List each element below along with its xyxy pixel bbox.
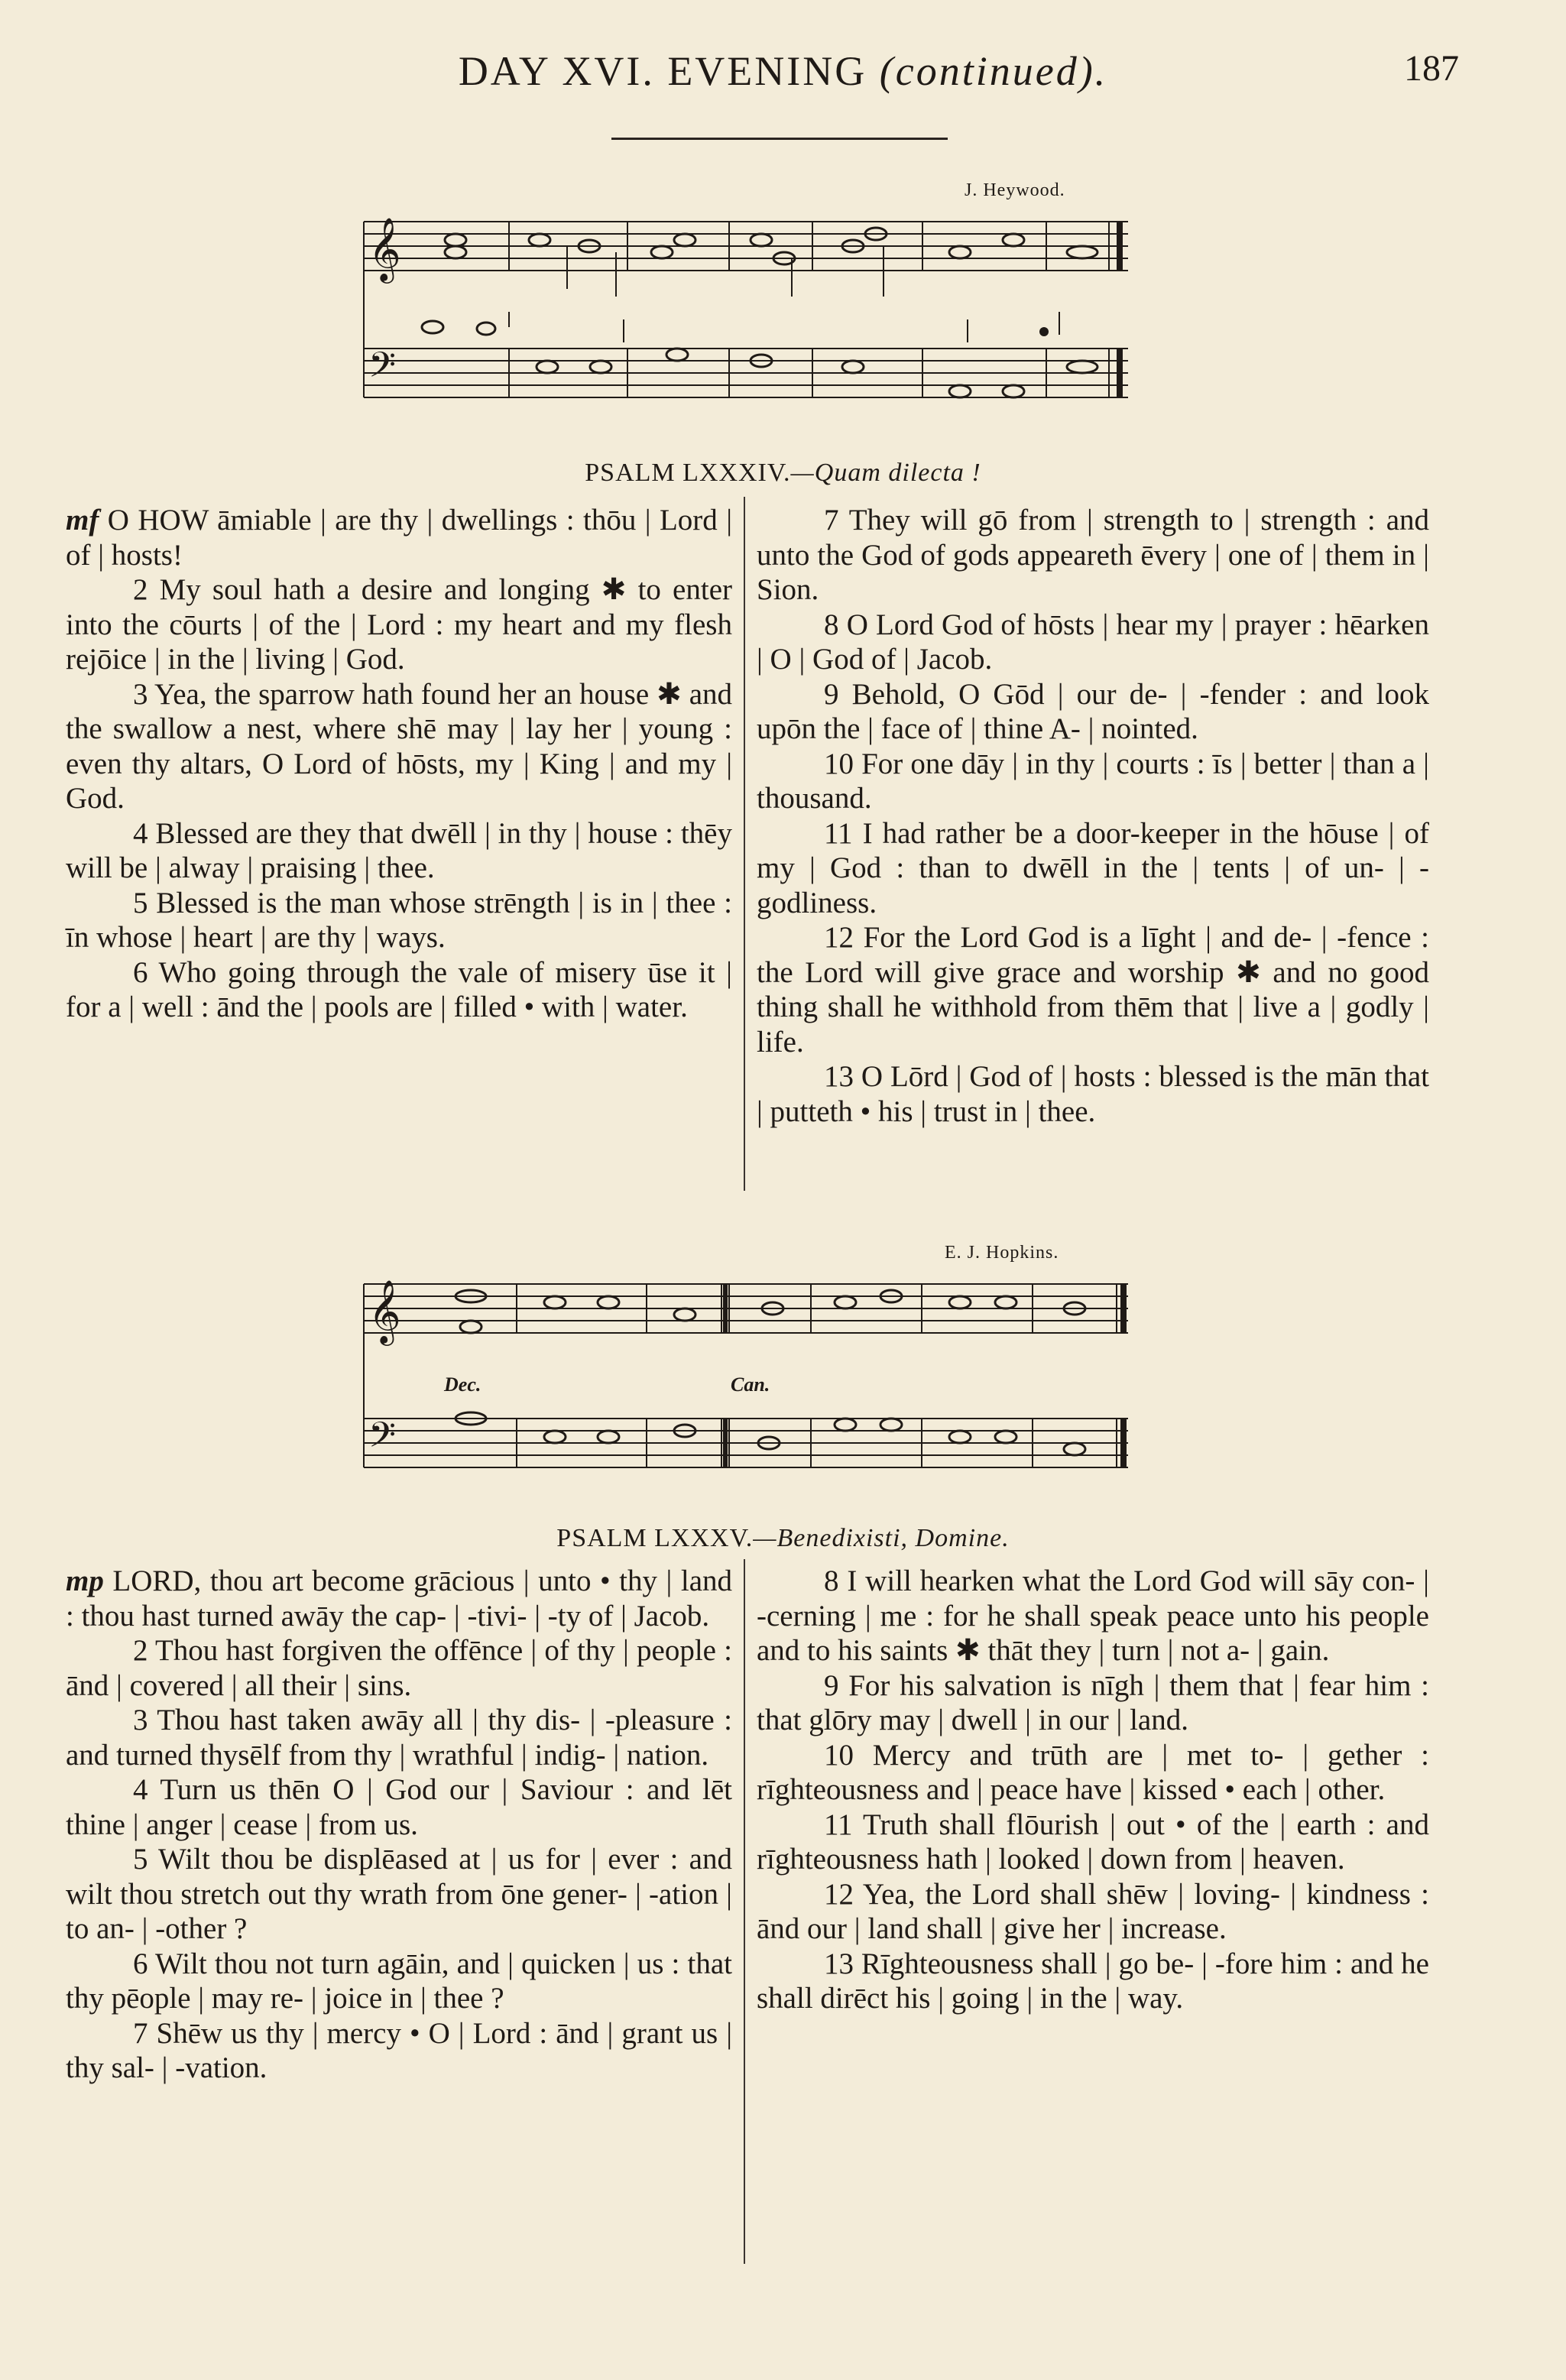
- verse: 10 Mercy and trūth are | met to- | gether : rīghteousness and | peace have | kissed • each | other.: [757, 1738, 1429, 1806]
- dynamic-mark: mp: [66, 1565, 104, 1597]
- header-rule: [611, 138, 948, 140]
- verse: 3 Thou hast taken awāy all | thy dis- | -pleasure : and turned thysēlf from thy | wrathful | indig- | nation.: [66, 1704, 732, 1772]
- chant2-score: [356, 1269, 1136, 1490]
- verse: 8 O Lord God of hōsts | hear my | prayer : hēarken | O | God of | Jacob.: [757, 608, 1429, 676]
- chant1-score: [356, 205, 1136, 419]
- verse: 9 Behold, O Gōd | our de- | -fender : and look upōn the | face of | thine A- | nointed.: [757, 677, 1429, 745]
- psalm84-title-line: [0, 459, 1566, 488]
- page-number: 187: [1404, 48, 1459, 89]
- verse: 7 Shēw us thy | mercy • O | Lord : ānd | grant us | thy sal- | -vation.: [66, 2016, 732, 2084]
- verse-text: O HOW āmiable | are thy | dwellings : thōu | Lord | of | hosts!: [66, 504, 733, 572]
- verse: 4 Blessed are they that dwēll | in thy | house : thēy will be | alway | praising | thee.: [66, 816, 732, 884]
- verse: 12 For the Lord God is a līght | and de- | -fence : the Lord will give grace and worship ✱ and no good thing shall he withhold from thēm that | live a | godly | life.: [757, 921, 1429, 1059]
- verse: 10 For one dāy | in thy | courts : īs | better | than a | thousand.: [757, 747, 1429, 815]
- verse: 2 My soul hath a desire and longing ✱ to enter into the cōurts | of the | Lord : my heart and my flesh rejōice | in the | living | God.: [66, 573, 732, 676]
- page-header: [0, 47, 1566, 95]
- psalm85-title: PSALM LXXXV.: [556, 1524, 754, 1552]
- verse-text: LORD, thou art become grācious | unto • thy | land : thou hast turned awāy the cap- | -tivi- | -ty of | Jacob.: [66, 1565, 732, 1633]
- verse: 8 I will hearken what the Lord God will sāy con- | -cerning | me : for he shall speak peace unto his people and to his saints ✱ thāt they | turn | not a- | gain.: [757, 1565, 1429, 1667]
- verse: 6 Who going through the vale of misery ūse it | for a | well : ānd the | pools are | filled • with | water.: [66, 955, 732, 1023]
- verse: 7 They will gō from | strength to | strength : and unto the God of gods appeareth ēvery | one of | them in | Sion.: [757, 504, 1429, 606]
- chant1-composer: J. Heywood.: [965, 180, 1065, 200]
- psalm85-title-line: [0, 1524, 1566, 1553]
- decani-label: Dec.: [444, 1373, 481, 1396]
- verse: 9 For his salvation is nīgh | them that | fear him : that glōry may | dwell | in our | land.: [757, 1668, 1429, 1736]
- psalm84-right-column: [757, 503, 1429, 1129]
- verse: 13 O Lōrd | God of | hosts : blessed is the mān that | putteth • his | trust in | thee.: [757, 1060, 1429, 1128]
- psalm84-latin: —Quam dilecta !: [790, 459, 981, 487]
- svg-text:𝄢: 𝄢: [368, 1415, 397, 1464]
- cantoris-label: Can.: [731, 1373, 770, 1396]
- verse: 2 Thou hast forgiven the offēnce | of thy | people : ānd | covered | all their | sins.: [66, 1634, 732, 1702]
- svg-text:𝄢: 𝄢: [368, 345, 397, 394]
- verse: 11 I had rather be a door-keeper in the hōuse | of my | God : than to dwēll in the | tents | of un- | -godliness.: [757, 816, 1429, 919]
- header-title: DAY XVI. EVENING: [458, 48, 867, 94]
- verse: 5 Wilt thou be displēased at | us for | ever : and wilt thou stretch out thy wrath from ōne gener- | -ation | to an- | -other ?: [66, 1843, 732, 1945]
- psalm85-right-column: [757, 1564, 1429, 2016]
- verse: 4 Turn us thēn O | God our | Saviour : and lēt thine | anger | cease | from us.: [66, 1773, 732, 1841]
- verse: 12 Yea, the Lord shall shēw | loving- | kindness : ānd our | land shall | give her | increase.: [757, 1877, 1429, 1945]
- psalm84-left-column: [66, 503, 732, 1025]
- verse: [66, 1564, 732, 1633]
- verse: 13 Rīghteousness shall | go be- | -fore him : and he shall dirēct his | going | in the | way.: [757, 1947, 1429, 2015]
- verse: 11 Truth shall flōurish | out • of the | earth : and rīghteousness hath | looked | down from | heaven.: [757, 1808, 1429, 1876]
- header-continued: (continued).: [879, 48, 1108, 94]
- psalm84-title: PSALM LXXXIV.: [585, 459, 791, 487]
- dynamic-mark: mf: [66, 504, 99, 537]
- chant2-composer: E. J. Hopkins.: [945, 1243, 1059, 1263]
- column-divider: [744, 497, 745, 1191]
- column-divider: [744, 1559, 745, 2264]
- svg-text:𝄞: 𝄞: [368, 216, 401, 280]
- verse: [66, 503, 732, 572]
- psalm85-latin: —Benedixisti, Domine.: [753, 1524, 1010, 1552]
- verse: 5 Blessed is the man whose strēngth | is in | thee : īn whose | heart | are thy | ways.: [66, 886, 732, 954]
- verse: 3 Yea, the sparrow hath found her an house ✱ and the swallow a nest, where shē may | lay her | young : even thy altars, O Lord of hōsts, my | King | and my | God.: [66, 677, 732, 815]
- verse: 6 Wilt thou not turn agāin, and | quicken | us : that thy pēople | may re- | joice in | thee ?: [66, 1947, 732, 2015]
- svg-text:𝄞: 𝄞: [368, 1279, 401, 1343]
- psalm85-left-column: [66, 1564, 732, 2086]
